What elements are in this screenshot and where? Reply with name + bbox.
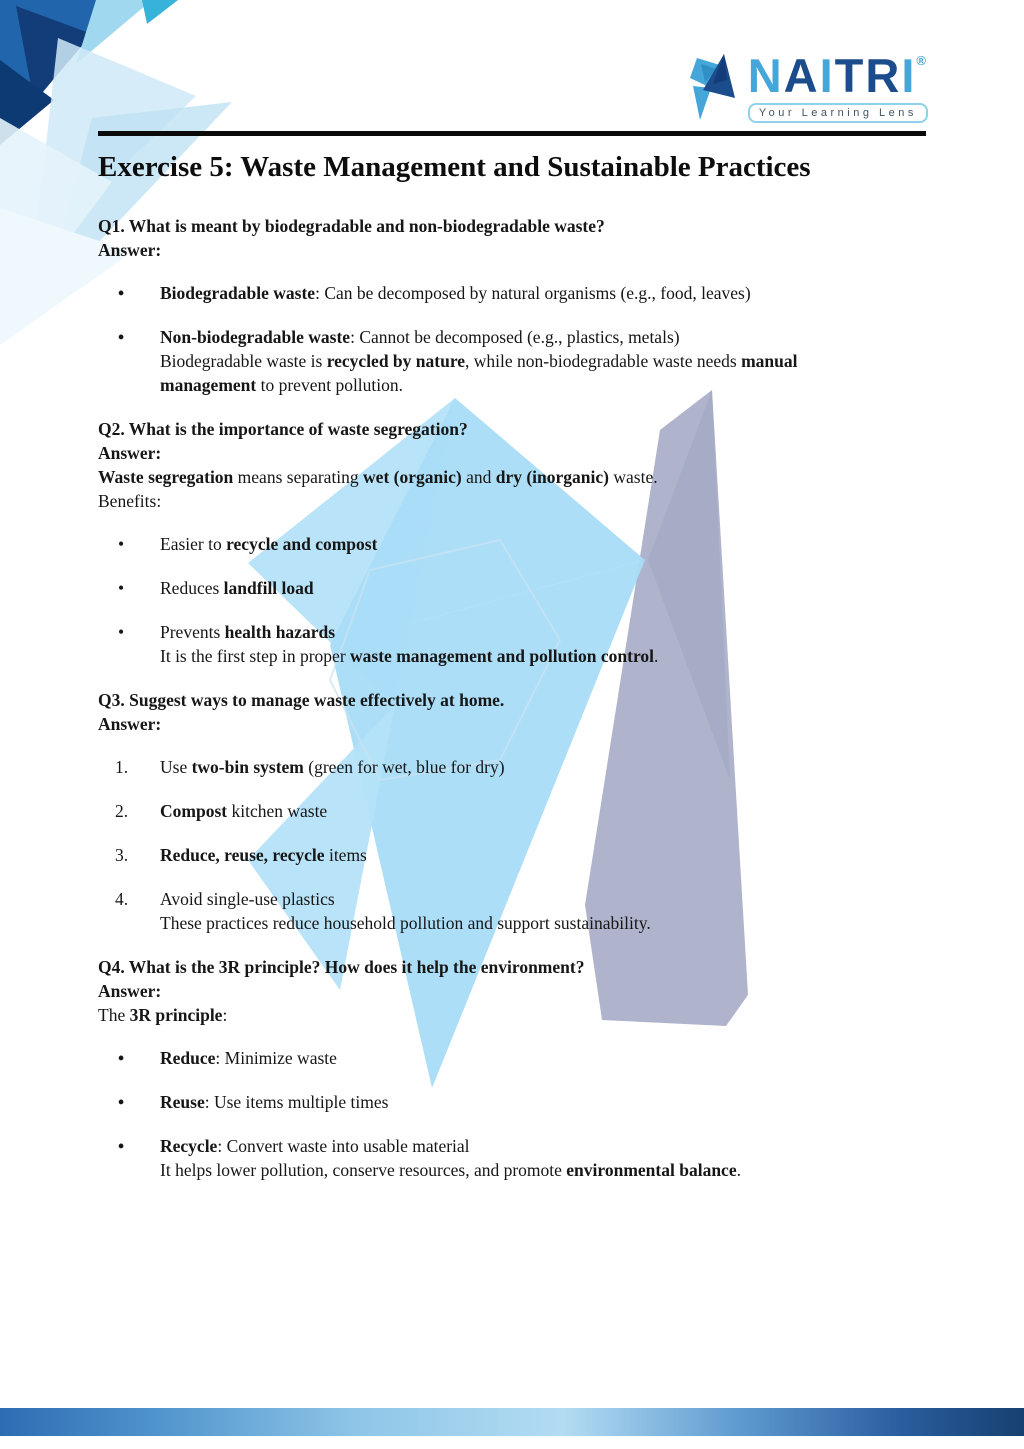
intro-line: The 3R principle: [98,1005,228,1025]
answer-label: Answer: [98,714,162,734]
list-item [98,1134,928,1182]
logo-lens-icon [687,54,739,124]
item-line: Prevents health hazards [160,622,336,642]
item-line: Recycle: Convert waste into usable material [160,1136,470,1156]
qa-section-1 [98,214,928,397]
brand-letter: T [834,49,866,102]
brand-letter: I [901,49,917,102]
item-line: Reduce: Minimize waste [160,1048,337,1068]
bullet-marker: • [118,534,125,554]
list-item [98,887,928,935]
bullet-marker: • [118,327,125,347]
number-marker: 3. [115,845,129,865]
list-item [98,281,928,305]
bullet-list [98,281,928,397]
item-line: management to prevent pollution. [160,375,404,395]
brand-name [747,49,928,102]
number-marker: 2. [115,801,129,821]
item-line: Non-biodegradable waste: Cannot be decomposed (e.g., plastics, metals) [160,327,680,347]
qa-section-2 [98,417,928,668]
item-line: It helps lower pollution, conserve resources, and promote environmental balance. [160,1160,741,1180]
item-line: Reduces landfill load [160,578,314,598]
list-item [98,843,928,867]
intro-line: Waste segregation means separating wet (organic) and dry (inorganic) waste. [98,467,658,487]
registered-mark-icon: ® [916,53,928,68]
bullet-marker: • [118,1048,125,1068]
number-marker: 1. [115,757,129,777]
item-line: Biodegradable waste is recycled by nature, while non-biodegradable waste needs manual [160,351,798,371]
item-line: Reduce, reuse, recycle items [160,845,367,865]
bullet-marker: • [118,283,125,303]
list-item [98,755,928,779]
bullet-list [98,532,928,668]
bullet-marker: • [118,1136,125,1156]
item-line: Reuse: Use items multiple times [160,1092,389,1112]
item-line: It is the first step in proper waste management and pollution control. [160,646,659,666]
brand-letter: R [865,49,902,102]
document-content [98,150,928,1202]
answer-label: Answer: [98,443,162,463]
bullet-marker: • [118,578,125,598]
item-line: Use two-bin system (green for wet, blue for dry) [160,757,505,777]
list-item [98,576,928,600]
list-item [98,1090,928,1114]
page-title: Exercise 5: Waste Management and Sustainable Practices [98,151,811,183]
brand-letter: N [747,49,784,102]
brand-tagline: Your Learning Lens [748,103,928,123]
answer-label: Answer: [98,240,162,260]
qa-section-3 [98,688,928,935]
question-heading: Q3. Suggest ways to manage waste effectively at home. [98,690,505,710]
bullet-marker: • [118,1092,125,1112]
brand-text-block [747,49,928,123]
item-line: Avoid single-use plastics [160,889,335,909]
number-marker: 4. [115,889,129,909]
bullet-list [98,1046,928,1182]
answer-label: Answer: [98,981,162,1001]
numbered-list [98,755,928,935]
header-divider [98,131,926,136]
item-line: These practices reduce household pollution and support sustainability. [160,913,651,933]
list-item [98,1046,928,1070]
question-heading: Q1. What is meant by biodegradable and non-biodegradable waste? [98,216,605,236]
item-line: Biodegradable waste: Can be decomposed by natural organisms (e.g., food, leaves) [160,283,751,303]
brand-logo [687,49,928,124]
list-item [98,325,928,397]
item-line: Easier to recycle and compost [160,534,378,554]
question-heading: Q4. What is the 3R principle? How does it help the environment? [98,957,585,977]
list-item [98,799,928,823]
brand-letter: A [783,49,820,102]
list-item [98,532,928,556]
list-item [98,620,928,668]
footer-accent-bar [0,1408,1024,1436]
brand-letter: I [819,49,835,102]
intro-line: Benefits: [98,491,162,511]
question-heading: Q2. What is the importance of waste segregation? [98,419,468,439]
bullet-marker: • [118,622,125,642]
qa-section-4 [98,955,928,1182]
item-line: Compost kitchen waste [160,801,328,821]
